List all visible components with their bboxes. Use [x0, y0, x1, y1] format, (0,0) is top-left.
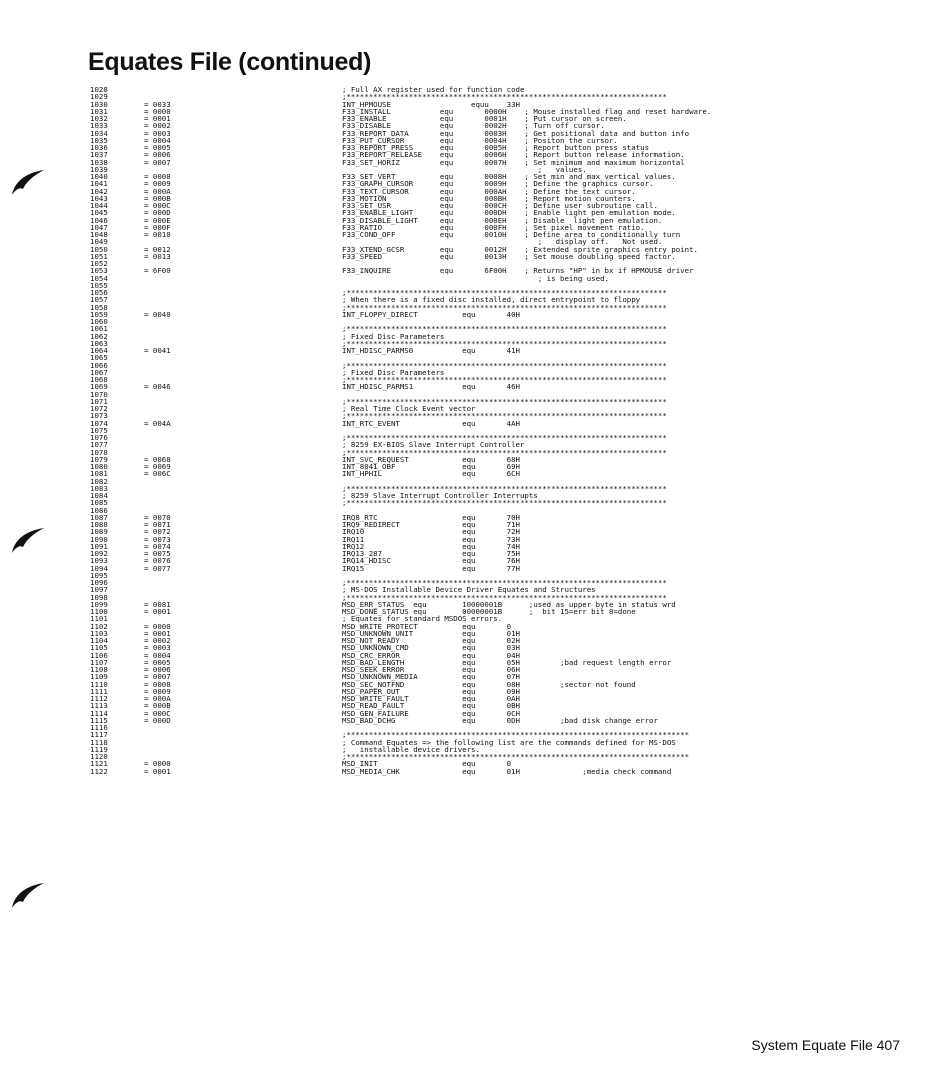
- source-text: MSD_UNKNOWN_CMD equ 03H: [342, 643, 520, 653]
- listing-line: [90, 311, 890, 318]
- listing-line: [90, 470, 890, 477]
- source-text: IRQ14_HDISC equ 76H: [342, 556, 520, 566]
- line-number: 1085: [90, 498, 108, 508]
- source-text: ;************************************************************************: [342, 288, 667, 297]
- source-text: ;************************************************************************: [342, 375, 667, 384]
- source-text: F33_PUT_CURSOR equ 0004H ; Positon the cursor.: [342, 135, 618, 145]
- equate-value: = 0075: [144, 549, 171, 558]
- source-text: F33_SET_HORIZ equ 0007H ; Set minimum and maximum horizontal: [342, 157, 685, 167]
- line-number: 1059: [90, 309, 108, 319]
- equate-value: = 0008: [144, 172, 171, 181]
- equate-value: = 000D: [144, 715, 171, 725]
- line-number: 1114: [90, 708, 108, 718]
- equate-value: = 0012: [144, 244, 171, 254]
- source-text: ;************************************************************************: [342, 396, 667, 406]
- line-number: 1064: [90, 346, 108, 355]
- source-text: F33_SPEED equ 0013H ; Set mouse doubling speed factor.: [342, 251, 676, 261]
- source-text: MSD_UNKNOWN_MEDIA equ 07H: [342, 672, 520, 682]
- source-text: F33_GRAPH_CURSOR equ 0009H ; Define the graphics cursor.: [342, 179, 654, 189]
- line-number: 1080: [90, 462, 108, 471]
- line-number: 1104: [90, 636, 108, 645]
- listing-line: [90, 347, 890, 354]
- line-number: 1037: [90, 150, 108, 160]
- source-text: IRQ8_RTC equ 70H: [342, 512, 520, 522]
- source-text: ;************************************************************************: [342, 483, 667, 493]
- equate-value: = 000D: [144, 208, 171, 218]
- line-number: 1060: [90, 317, 108, 326]
- listing-line: [90, 768, 890, 775]
- source-text: IRQ11 equ 73H: [342, 534, 520, 544]
- source-text: IRQ12 equ 74H: [342, 541, 520, 551]
- source-text: INT_HPMOUSE equu 33H: [342, 99, 520, 109]
- source-text: ; When there is a fixed disc installed, direct entrypoint to floppy: [342, 295, 641, 305]
- source-text: F33_REPORT_DATA equ 0003H ; Get positional data and button info: [342, 128, 690, 138]
- equate-value: = 006C: [144, 469, 171, 479]
- source-text: IRQ13_287 equ 75H: [342, 549, 520, 558]
- line-number: 1045: [90, 208, 108, 218]
- line-number: 1103: [90, 628, 108, 638]
- equate-value: = 0009: [144, 179, 171, 189]
- line-number: 1076: [90, 433, 108, 442]
- equate-value: = 0070: [144, 512, 171, 522]
- line-number: 1081: [90, 469, 108, 479]
- line-number: 1028: [90, 85, 108, 94]
- source-text: INT_HDISC_PARMS0 equ 41H: [342, 346, 520, 355]
- source-text: F33_MOTION equ 000BH ; Report motion counters.: [342, 193, 636, 203]
- line-number: 1096: [90, 578, 108, 587]
- source-text: F33_ENABLE equ 0001H ; Put cursor on screen.: [342, 114, 627, 123]
- line-number: 1038: [90, 157, 108, 167]
- line-number: 1036: [90, 143, 108, 152]
- line-number: 1051: [90, 251, 108, 261]
- equate-value: = 0010: [144, 230, 171, 239]
- line-number: 1043: [90, 193, 108, 203]
- line-number: 1042: [90, 186, 108, 196]
- source-text: INT_8041_OBF equ 69H: [342, 462, 520, 471]
- line-number: 1111: [90, 686, 108, 696]
- source-text: ; Equates for standard MSDOS errors.: [342, 614, 503, 624]
- line-number: 1035: [90, 135, 108, 145]
- source-text: MSD_SEC_NOTFND equ 08H ;sector not found: [342, 679, 636, 689]
- source-text: ;************************************************************************: [342, 592, 667, 602]
- line-number: 1039: [90, 164, 108, 174]
- equate-value: = 0077: [144, 563, 171, 573]
- equate-value: = 0000: [144, 621, 171, 631]
- source-text: F33_SET_VERT equ 0008H ; Set min and max vertical values.: [342, 172, 676, 181]
- source-text: MSD_WRITE_PROTECT equ 0: [342, 621, 512, 631]
- listing-line: [90, 739, 890, 746]
- line-number: 1046: [90, 215, 108, 225]
- source-text: MSD_MEDIA_CHK equ 01H ;media check command: [342, 766, 672, 776]
- line-number: 1061: [90, 324, 108, 334]
- source-text: MSD_READ_FAULT equ 0BH: [342, 701, 520, 711]
- line-number: 1054: [90, 273, 108, 283]
- listing-line: [90, 325, 890, 332]
- line-number: 1056: [90, 288, 108, 297]
- line-number: 1119: [90, 744, 108, 754]
- equate-value: = 0005: [144, 657, 171, 667]
- equate-value: = 0007: [144, 157, 171, 167]
- source-text: ; Full AX register used for function code: [342, 85, 525, 94]
- source-text: ;************************************************************************: [342, 498, 667, 508]
- source-text: ; installable device drivers.: [342, 744, 480, 754]
- line-number: 1086: [90, 505, 108, 515]
- listing-line: [90, 362, 890, 369]
- equate-value: = 000C: [144, 708, 171, 718]
- equate-value: = 0072: [144, 527, 171, 537]
- equate-value: = 0073: [144, 534, 171, 544]
- source-text: ; Command Equates => the following list are the commands defined for MS-DOS: [342, 737, 676, 747]
- source-text: F33_COND_OFF equ 0010H ; Define area to conditionally turn: [342, 230, 681, 239]
- line-number: 1083: [90, 483, 108, 493]
- line-number: 1113: [90, 701, 108, 711]
- source-text: INT_SVC_REQUEST equ 68H: [342, 454, 520, 464]
- source-text: INT_RTC_EVENT equ 4AH: [342, 418, 520, 428]
- equate-value: = 0040: [144, 309, 171, 319]
- line-number: 1108: [90, 665, 108, 674]
- listing-line: [90, 499, 890, 506]
- source-text: ; is being used.: [342, 273, 609, 283]
- equate-value: = 0068: [144, 454, 171, 464]
- line-number: 1091: [90, 541, 108, 551]
- equate-value: = 000C: [144, 201, 171, 210]
- line-number: 1071: [90, 396, 108, 406]
- equate-value: = 000E: [144, 215, 171, 225]
- line-number: 1112: [90, 694, 108, 703]
- line-number: 1031: [90, 106, 108, 116]
- source-text: ;************************************************************************: [342, 302, 667, 312]
- line-number: 1057: [90, 295, 108, 305]
- source-text: INT_FLOPPY_DIRECT equ 40H: [342, 309, 520, 319]
- line-number: 1084: [90, 491, 108, 500]
- source-text: ; Real Time Clock Event vector: [342, 404, 476, 413]
- binder-hole-mark-icon: [10, 525, 50, 555]
- equate-value: = 0001: [144, 628, 171, 638]
- equate-value: = 0009: [144, 686, 171, 696]
- line-number: 1088: [90, 520, 108, 529]
- source-text: IRQ10 equ 72H: [342, 527, 520, 537]
- source-text: MSD_INIT equ 0: [342, 759, 512, 769]
- equate-value: = 0004: [144, 650, 171, 660]
- line-number: 1082: [90, 476, 108, 486]
- equate-value: = 0007: [144, 672, 171, 682]
- line-number: 1075: [90, 425, 108, 435]
- line-number: 1095: [90, 570, 108, 580]
- line-number: 1089: [90, 527, 108, 537]
- source-text: ;************************************************************************: [342, 447, 667, 457]
- line-number: 1034: [90, 128, 108, 138]
- line-number: 1118: [90, 737, 108, 747]
- equate-value: = 0000: [144, 106, 171, 116]
- source-text: F33_XTEND_GCSR equ 0012H ; Extended sprite graphics entry point.: [342, 244, 698, 254]
- equate-value: = 0069: [144, 462, 171, 471]
- source-text: ; 8259 Slave Interrupt Controller Interrupts: [342, 491, 538, 500]
- equate-value: = 0001: [144, 607, 171, 616]
- listing-line: [90, 275, 890, 282]
- source-text: F33_ENABLE_LIGHT equ 000DH ; Enable light pen emulation mode.: [342, 208, 676, 218]
- line-number: 1106: [90, 650, 108, 660]
- line-number: 1100: [90, 607, 108, 616]
- source-text: INT_HDISC_PARMS1 equ 46H: [342, 382, 520, 392]
- line-number: 1094: [90, 563, 108, 573]
- page-title: Equates File (continued): [88, 48, 372, 76]
- equate-value: = 0013: [144, 251, 171, 261]
- line-number: 1077: [90, 440, 108, 450]
- equate-value: = 6F00: [144, 266, 171, 276]
- equate-value: = 0003: [144, 128, 171, 138]
- line-number: 1120: [90, 752, 108, 761]
- source-text: ;************************************************************************: [342, 324, 667, 334]
- equate-value: = 000B: [144, 701, 171, 711]
- listing-line: [90, 717, 890, 724]
- listing-line: [90, 398, 890, 405]
- line-number: 1049: [90, 237, 108, 247]
- binder-hole-mark-icon: [10, 880, 50, 910]
- source-text: ; Fixed Disc Parameters: [342, 331, 445, 341]
- source-text: F33_REPORT_PRESS equ 0005H ; Report button press status: [342, 143, 650, 152]
- equate-value: = 0074: [144, 541, 171, 551]
- source-text: ; MS-DOS Installable Device Driver Equates and Structures: [342, 585, 596, 595]
- source-text: MSD_PAPER_OUT equ 09H: [342, 686, 520, 696]
- source-text: MSD_UNKNOWN_UNIT equ 01H: [342, 628, 520, 638]
- equate-value: = 0002: [144, 121, 171, 131]
- line-number: 1090: [90, 534, 108, 544]
- source-text: ; values.: [342, 164, 587, 174]
- equate-value: = 0006: [144, 665, 171, 674]
- equate-value: = 0001: [144, 766, 171, 776]
- source-text: ; 8259 EX-BIOS Slave Interrupt Controller: [342, 440, 525, 450]
- source-text: F33_RATIO equ 000FH ; Set pixel movement ratio.: [342, 222, 645, 232]
- line-number: 1065: [90, 353, 108, 363]
- source-text: IRQ9_REDIRECT equ 71H: [342, 520, 520, 529]
- source-text: ; Fixed Disc Parameters: [342, 367, 445, 377]
- source-text: ;*****************************************************************************: [342, 730, 690, 740]
- line-number: 1070: [90, 389, 108, 399]
- source-text: ;************************************************************************: [342, 411, 667, 421]
- line-number: 1087: [90, 512, 108, 522]
- line-number: 1074: [90, 418, 108, 428]
- line-number: 1073: [90, 411, 108, 421]
- equate-value: = 0081: [144, 599, 171, 609]
- equate-value: = 0008: [144, 679, 171, 689]
- source-text: MSD_GEN_FAILURE equ 0CH: [342, 708, 520, 718]
- source-text: INT_HPHIL equ 6CH: [342, 469, 520, 479]
- source-text: F33_DISABLE equ 0002H ; Turn off cursor.: [342, 121, 605, 131]
- line-number: 1030: [90, 99, 108, 109]
- line-number: 1029: [90, 92, 108, 102]
- source-text: ;************************************************************************: [342, 338, 667, 348]
- line-number: 1053: [90, 266, 108, 276]
- line-number: 1097: [90, 585, 108, 595]
- line-number: 1098: [90, 592, 108, 602]
- source-text: MSD_DONE_STATUS equ 00000001B ; bit 15=err bit 8=done: [342, 607, 636, 616]
- equate-value: = 0001: [144, 114, 171, 123]
- line-number: 1041: [90, 179, 108, 189]
- source-text: F33_SET_USR equ 000CH ; Define user subroutine call.: [342, 201, 658, 210]
- source-text: F33_INQUIRE equ 6F00H ; Returns "HP" in bx if HPMOUSE driver: [342, 266, 694, 276]
- equate-value: = 0005: [144, 143, 171, 152]
- line-number: 1115: [90, 715, 108, 725]
- equate-value: = 0041: [144, 346, 171, 355]
- line-number: 1033: [90, 121, 108, 131]
- line-number: 1078: [90, 447, 108, 457]
- source-text: MSD_ERR_STATUS equ 10000001B ;used as upper byte in status wrd: [342, 599, 676, 609]
- source-text: ;************************************************************************: [342, 92, 667, 102]
- source-text: F33_INSTALL equ 0000H ; Mouse installed flag and reset hardware.: [342, 106, 712, 116]
- source-text: F33_TEXT_CURSOR equ 000AH ; Define the text cursor.: [342, 186, 636, 196]
- line-number: 1079: [90, 454, 108, 464]
- line-number: 1067: [90, 367, 108, 377]
- listing-line: [90, 253, 890, 260]
- line-number: 1050: [90, 244, 108, 254]
- source-text: MSD_CRC_ERROR equ 04H: [342, 650, 520, 660]
- equate-value: = 0000: [144, 759, 171, 769]
- source-text: ;************************************************************************: [342, 578, 667, 587]
- equate-value: = 0071: [144, 520, 171, 529]
- source-text: MSD_BAD_DCHG equ 0DH ;bad disk change error: [342, 715, 658, 725]
- line-number: 1072: [90, 404, 108, 413]
- source-text: IRQ15 equ 77H: [342, 563, 520, 573]
- source-text: ;************************************************************************: [342, 433, 667, 442]
- equate-value: = 0004: [144, 135, 171, 145]
- line-number: 1116: [90, 723, 108, 732]
- equate-value: = 000A: [144, 694, 171, 703]
- source-text: ; display off. Not used.: [342, 237, 663, 247]
- assembly-listing: [90, 86, 890, 775]
- line-number: 1066: [90, 360, 108, 370]
- equate-value: = 0006: [144, 150, 171, 160]
- source-text: F33_DISABLE_LIGHT equ 000EH ; Disable light pen emulation.: [342, 215, 663, 225]
- source-text: ;************************************************************************: [342, 360, 667, 370]
- line-number: 1048: [90, 230, 108, 239]
- listing-line: [90, 383, 890, 390]
- equate-value: = 0003: [144, 643, 171, 653]
- equate-value: = 0033: [144, 99, 171, 109]
- line-number: 1122: [90, 766, 108, 776]
- source-text: F33_REPORT_RELEASE equ 0006H ; Report button release information.: [342, 150, 685, 160]
- line-number: 1063: [90, 338, 108, 348]
- line-number: 1093: [90, 556, 108, 566]
- listing-line: [90, 420, 890, 427]
- source-text: MSD_BAD_LENGTH equ 05H ;bad request length error: [342, 657, 672, 667]
- line-number: 1107: [90, 657, 108, 667]
- line-number: 1040: [90, 172, 108, 181]
- equate-value: = 000A: [144, 186, 171, 196]
- source-text: MSD_SEEK_ERROR equ 06H: [342, 665, 520, 674]
- line-number: 1117: [90, 730, 108, 740]
- source-text: ;*****************************************************************************: [342, 752, 690, 761]
- line-number: 1055: [90, 280, 108, 290]
- binder-hole-mark-icon: [10, 167, 50, 197]
- line-number: 1110: [90, 679, 108, 689]
- equate-value: = 000B: [144, 193, 171, 203]
- page-footer: System Equate File 407: [751, 1037, 900, 1053]
- line-number: 1068: [90, 375, 108, 384]
- equate-value: = 0046: [144, 382, 171, 392]
- line-number: 1058: [90, 302, 108, 312]
- listing-line: [90, 565, 890, 572]
- line-number: 1092: [90, 549, 108, 558]
- line-number: 1047: [90, 222, 108, 232]
- line-number: 1101: [90, 614, 108, 624]
- line-number: 1062: [90, 331, 108, 341]
- equate-value: = 0002: [144, 636, 171, 645]
- source-text: MSD_NOT_READY equ 02H: [342, 636, 520, 645]
- equate-value: = 000F: [144, 222, 171, 232]
- equate-value: = 0076: [144, 556, 171, 566]
- line-number: 1099: [90, 599, 108, 609]
- line-number: 1102: [90, 621, 108, 631]
- line-number: 1044: [90, 201, 108, 210]
- line-number: 1109: [90, 672, 108, 682]
- equate-value: = 004A: [144, 418, 171, 428]
- line-number: 1121: [90, 759, 108, 769]
- line-number: 1069: [90, 382, 108, 392]
- line-number: 1032: [90, 114, 108, 123]
- line-number: 1052: [90, 259, 108, 268]
- line-number: 1105: [90, 643, 108, 653]
- source-text: MSD_WRITE_FAULT equ 0AH: [342, 694, 520, 703]
